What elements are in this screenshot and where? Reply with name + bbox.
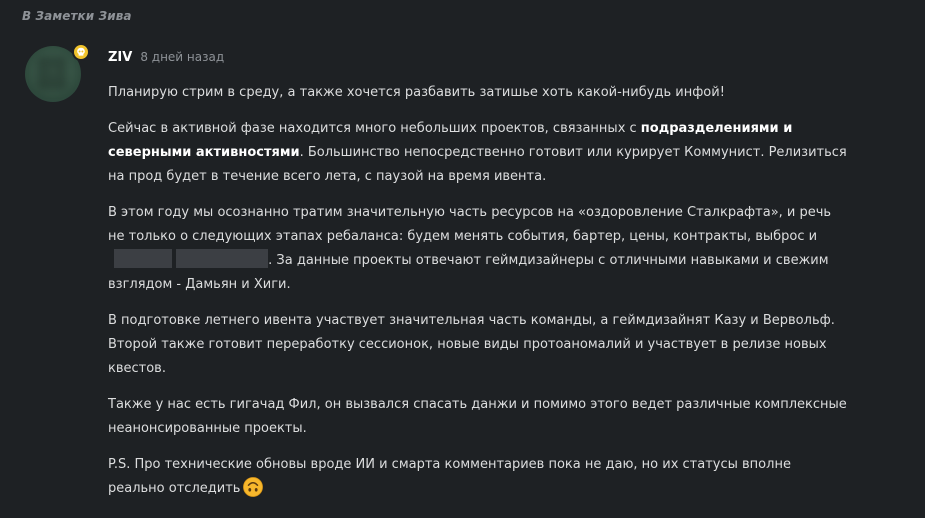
paragraph-6 bbox=[108, 453, 848, 506]
paragraph-2-end: . Большинство непосредственно готовит или курирует Коммунист. Релизиться на прод будет в течение всего лета, с паузой на время ивента. bbox=[108, 145, 847, 184]
spoiler-redaction[interactable] bbox=[114, 249, 172, 268]
paragraph-2-bold: подразделениями и северными активностями bbox=[108, 121, 793, 160]
paragraph-6-text: P.S. Про технические обновы вроде ИИ и смарта комментариев пока не даю, но их статусы вполне реально отследить bbox=[108, 457, 791, 496]
message-header bbox=[108, 49, 224, 66]
paragraph-2 bbox=[108, 117, 848, 189]
author-name[interactable]: ZIV bbox=[108, 50, 133, 65]
paragraph-3-end: . За данные проекты отвечают геймдизайнеры с отличными навыками и свежим взглядом - Дамьян и Хиги. bbox=[108, 253, 829, 292]
paragraph-1: Планирую стрим в среду, а также хочется разбавить затишье хоть какой-нибудь инфой! bbox=[108, 85, 725, 100]
paragraph-2-start: Сейчас в активной фазе находится много небольших проектов, связанных с bbox=[108, 121, 641, 136]
skull-icon bbox=[72, 43, 90, 61]
upside-down-face-icon bbox=[243, 477, 263, 506]
paragraph-5: Также у нас есть гигачад Фил, он вызвался спасать данжи и помимо этого ведет различные комплексные неанонсированные проекты. bbox=[108, 397, 847, 436]
message-content bbox=[108, 81, 848, 518]
paragraph-4: В подготовке летнего ивента участвует значительная часть команды, а геймдизайнят Казу и Вервольф. Второй также готовит переработку сессионок, новые виды протоаномалий и участвует в релизе новых квестов. bbox=[108, 313, 835, 376]
spoiler-redaction[interactable] bbox=[176, 249, 268, 268]
paragraph-3 bbox=[108, 201, 848, 297]
paragraph-3-start: В этом году мы осознанно тратим значительную часть ресурсов на «оздоровление Сталкрафта», и речь не только о следующих этапах ребаланса: будем менять события, бартер, цены, контракты, выброс и bbox=[108, 205, 832, 244]
message-timestamp[interactable]: 8 дней назад bbox=[140, 50, 225, 64]
channel-title[interactable]: В Заметки Зива bbox=[22, 9, 132, 23]
